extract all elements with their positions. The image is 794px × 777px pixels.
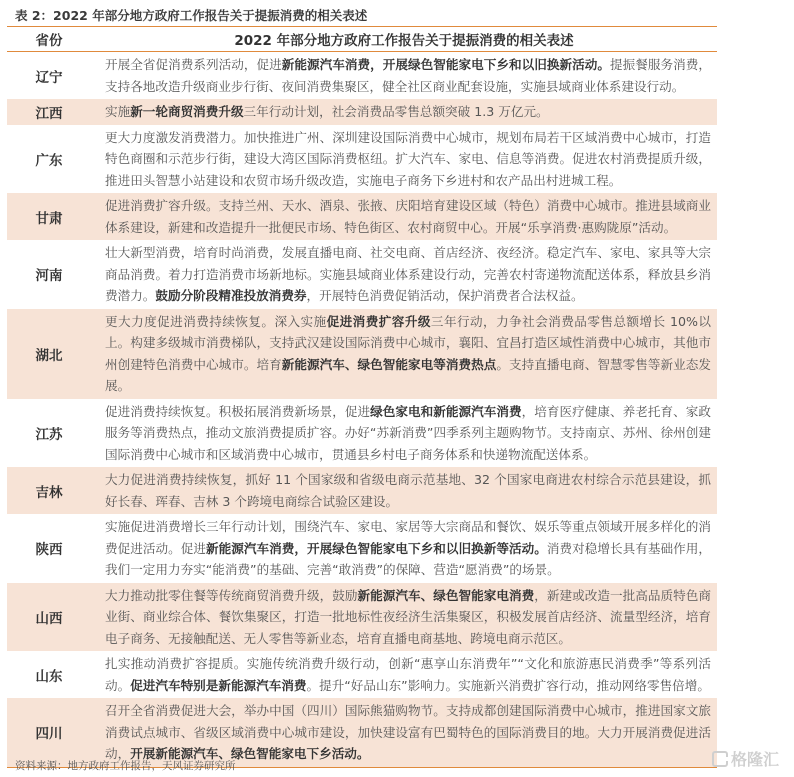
table-row	[7, 399, 717, 468]
description-text: 促进消费持续恢复。积极拓展消费新场景，促进	[105, 403, 371, 419]
description-text: 更大力度促进消费持续恢复。深入实施	[105, 313, 327, 329]
province-cell: 山西	[35, 610, 63, 627]
province-cell: 湖北	[35, 347, 63, 364]
description-text: 大力促进消费持续恢复，抓好 11 个国家级和省级电商示范基地、32 个国家电商进农村综合示范县建设，抓好长春、珲春、吉林 3 个跨境电商综合试验区建设。	[105, 472, 711, 509]
emphasis-text: 鼓励分阶段精准投放消费券	[155, 288, 307, 303]
description-text: 促进消费扩容升级。支持兰州、天水、酒泉、张掖、庆阳培育建设区域（特色）消费中心城市。推进县域商业体系建设，新建和改造提升一批便民市场、特色街区、农村商贸中心。开展“乐享消费·惠购陇原”活动。	[105, 198, 711, 235]
description-text: ，新建或改造一批高品质特色商业街、商业综合体、餐饮集聚区，打造一批地标性夜经济生活集聚区，积极发展首店经济、流量型经济，培育电子商务、无接触配送、无人零售等新业态，培育直播电商基地、跨境电商示范区。	[105, 587, 712, 646]
consumption-policy-table	[7, 26, 717, 768]
description-cell	[91, 399, 717, 468]
table-row	[7, 52, 717, 99]
watermark	[712, 747, 779, 770]
description-text: 。提升“好品山东”影响力。实施新兴消费扩容行动，推动网络零售倍增。	[306, 677, 710, 693]
province-cell: 江西	[35, 105, 63, 122]
header-province: 省份	[35, 33, 63, 49]
table-row	[7, 99, 717, 125]
description-cell	[91, 514, 717, 583]
emphasis-text: 开展新能源汽车、绿色智能家电下乡活动。	[130, 746, 370, 761]
description-text: 扎实推动消费扩容提质。实施传统消费升级行动，创新“惠享山东消费年”“文化和旅游惠民消费季”等系列活动。	[105, 656, 711, 693]
description-text: 召开全省消费促进大会，举办中国（四川）国际熊猫购物节。支持成都创建国际消费中心城市，推进国家文旅消费试点城市、省级区域消费中心城市建设，加快建设富有巴蜀特色的国际消费目的地。大力开展消费促进活动，	[105, 703, 711, 761]
watermark-logo-icon	[712, 751, 728, 767]
emphasis-text: 新一轮商贸消费升级	[130, 104, 244, 119]
province-cell: 辽宁	[35, 69, 63, 86]
description-text: 消费对稳增长具有基础作用，我们一定用力夯实“能消费”的基础、完善“敢消费”的保障、营造“愿消费”的场景。	[105, 540, 712, 577]
province-cell: 甘肃	[35, 210, 63, 227]
description-text: 大力推动批零住餐等传统商贸消费升级，鼓励	[105, 587, 358, 603]
emphasis-text: 促进汽车特别是新能源汽车消费	[130, 677, 307, 693]
description-text: 实施	[105, 104, 131, 119]
description-cell	[91, 583, 717, 652]
description-cell	[91, 193, 717, 240]
province-cell: 四川	[35, 726, 63, 743]
description-cell	[91, 467, 717, 514]
emphasis-text: 新能源汽车消费，开展绿色智能家电下乡和以旧换新活动。	[281, 57, 611, 72]
table-row	[7, 514, 717, 583]
source-note: 资料来源：地方政府工作报告，天风证券研究所	[15, 760, 236, 772]
table-row	[7, 125, 717, 194]
description-text: 开展全省促消费系列活动，促进	[105, 57, 282, 72]
description-text: 。支持直播电商、智慧零售等新业态发展。	[105, 356, 712, 393]
emphasis-text: 绿色家电和新能源汽车消费	[370, 403, 522, 419]
province-cell: 河南	[35, 268, 63, 285]
table-row	[7, 651, 717, 698]
province-cell: 山东	[35, 668, 63, 685]
table-row	[7, 309, 717, 399]
description-cell	[91, 309, 717, 399]
description-text: 三年行动计划，社会消费品零售总额突破 1.3 万亿元。	[243, 104, 549, 119]
table-row	[7, 193, 717, 240]
description-cell	[91, 240, 717, 309]
emphasis-text: 新能源汽车、绿色智能家电消费	[357, 587, 535, 603]
watermark-text: 格隆汇	[731, 750, 780, 769]
emphasis-text: 促进消费扩容升级	[326, 313, 431, 329]
table-header-row	[7, 27, 717, 52]
emphasis-text: 新能源汽车消费，开展绿色智能家电下乡和以旧换新等活动。	[206, 540, 547, 556]
description-cell	[91, 99, 717, 125]
table-caption: 表 2：2022 年部分地方政府工作报告关于提振消费的相关表述	[15, 8, 368, 23]
province-cell: 吉林	[35, 484, 63, 501]
province-cell: 广东	[35, 152, 63, 169]
header-description: 2022 年部分地方政府工作报告关于提振消费的相关表述	[234, 33, 574, 49]
emphasis-text: 新能源汽车、绿色智能家电等消费热点	[281, 356, 497, 372]
table-row	[7, 583, 717, 652]
description-text: 壮大新型消费，培育时尚消费，发展直播电商、社交电商、首店经济、夜经济。稳定汽车、家电、家具等大宗商品消费。着力打造消费市场新地标。实施县域商业体系建设行动，完善农村寄递物流配送体系，释放县乡消费潜力。	[105, 245, 711, 303]
province-cell: 江苏	[35, 426, 63, 443]
description-text: ，开展特色消费促销活动，保护消费者合法权益。	[306, 288, 584, 303]
table-row	[7, 467, 717, 514]
province-cell: 陕西	[35, 542, 63, 559]
description-text: ，培育医疗健康、养老托育、家政服务等消费热点，推动文旅消费提质扩容。办好“苏新消费”四季系列主题购物节。支持南京、苏州、徐州创建国际消费中心城市和区域消费中心城市，贯通县乡村电子商务体系和快递物流配送体系。	[105, 403, 712, 462]
description-cell	[91, 698, 717, 767]
description-text: 更大力度激发消费潜力。加快推进广州、深圳建设国际消费中心城市，规划布局若干区域消费中心城市，打造特色商圈和示范步行街，建设大湾区国际消费枢纽。扩大汽车、家电、信息等消费。促进农村消费提质升级，推进田头智慧小站建设和农贸市场升级改造，实施电子商务下乡进村和农产品出村进城工程。	[105, 129, 711, 188]
description-text: 实施促进消费增长三年行动计划，围绕汽车、家电、家居等大宗商品和餐饮、娱乐等重点领域开展多样化的消费促进活动。促进	[105, 519, 711, 556]
description-cell	[91, 651, 717, 698]
table-body	[7, 52, 717, 767]
description-cell	[91, 125, 717, 194]
table-row	[7, 698, 717, 767]
description-text: 提振餐服务消费，支持各地改造升级商业步行街、夜间消费集聚区，健全社区商业配套设施，实施县域商业体系建设行动。	[105, 57, 712, 94]
description-text: 三年行动，力争社会消费品零售总额增长 10%以上。构建多级城市消费梯队，支持武汉建设国际消费中心城市，襄阳、宜昌打造区域性消费中心城市，其他市州创建特色消费中心城市。培育	[105, 313, 712, 372]
table-row	[7, 240, 717, 309]
description-cell	[91, 52, 717, 99]
